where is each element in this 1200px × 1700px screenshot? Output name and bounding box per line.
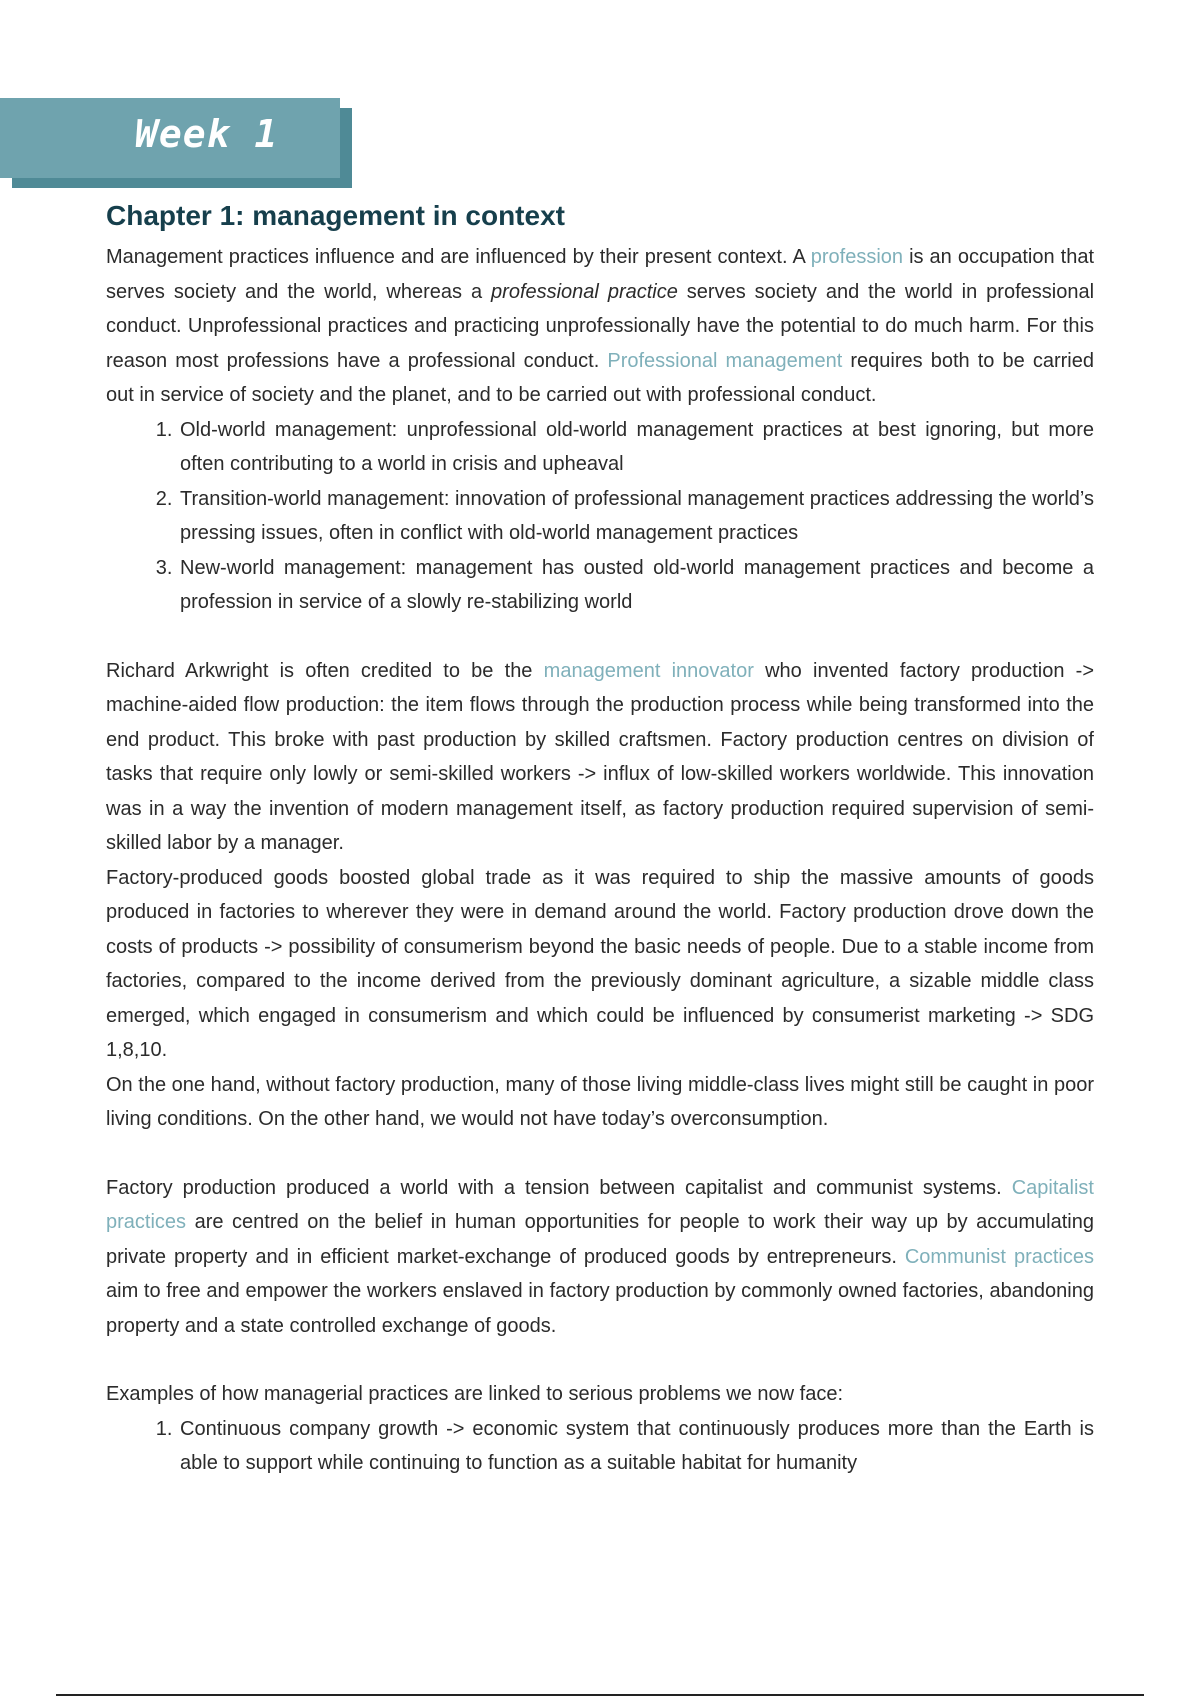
link-profession[interactable]: profession <box>810 246 904 268</box>
week-label: Week 1 <box>135 112 279 156</box>
text-segment: serves society and the world in professional conduct. Unprofessional practices and practicing unprofessionally have the potential to do much harm. For this reason most professions have a professional conduct. <box>106 280 1095 372</box>
list-item: 2. Transition-world management: innovation of professional management practices addressing the world’s pressing issues, often in conflict with old-world management practices <box>178 482 1094 551</box>
week-banner <box>0 98 340 178</box>
list-item: 1. Old-world management: unprofessional old-world management practices at best ignoring, but more often contributing to a world in crisis and upheaval <box>178 413 1094 482</box>
paragraph-gap <box>106 1137 1094 1171</box>
chapter-title: Chapter 1: management in context <box>106 200 565 231</box>
paragraph-capitalism-communism <box>106 1171 1094 1344</box>
link-communist-practices[interactable]: Communist practices <box>904 1245 1094 1268</box>
emphasis-professional-practice: professional practice <box>491 280 678 303</box>
text-segment: Management practices influence and are influenced by their present context. A <box>106 246 811 268</box>
paragraph-intro <box>106 240 1094 413</box>
examples-list <box>106 1412 1094 1481</box>
text-segment: is an occupation that serves society and the world, whereas a <box>106 246 1094 303</box>
link-management-innovator[interactable]: management innovator <box>543 659 754 682</box>
paragraph-gap <box>106 1343 1094 1377</box>
list-item: 3. New-world management: management has ousted old-world management practices and become a profession in service of a slowly re-stabilizing world <box>178 551 1094 620</box>
link-professional-management[interactable]: Professional management <box>607 349 843 372</box>
document-body <box>106 240 1094 1481</box>
paragraph-gap <box>106 620 1094 654</box>
text-segment: who invented factory production -> machine-aided flow production: the item flows through the production process while being transformed into the end product. This broke with past production by skilled craftsmen. Factory production centres on division of tasks that require only lowly or semi-skilled workers -> influx of low-skilled workers worldwide. This innovation was in a way the invention of modern management itself, as factory production required supervision of semi-skilled labor by a manager. <box>106 659 1095 854</box>
link-capitalist-practices[interactable]: Capitalist practices <box>106 1176 1094 1233</box>
management-worlds-list <box>106 413 1094 620</box>
paragraph-arkwright <box>106 654 1094 861</box>
paragraph-global-trade: Factory-produced goods boosted global trade as it was required to ship the massive amounts of goods produced in factories to wherever they were in demand around the world. Factory production drove down the costs of products -> possibility of consumerism beyond the basic needs of people. Due to a stable income from factories, compared to the income derived from the previously dominant agriculture, a sizable middle class emerged, which engaged in consumerism and which could be influenced by consumerist marketing -> SDG 1,8,10. <box>106 866 1094 1061</box>
paragraph-examples-intro: Examples of how managerial practices are linked to serious problems we now face: <box>106 1383 844 1405</box>
text-segment: Factory production produced a world with a tension between capitalist and communist systems. <box>106 1176 1012 1199</box>
text-segment: aim to free and empower the workers enslaved in factory production by commonly owned factories, abandoning property and a state controlled exchange of goods. <box>106 1280 1094 1337</box>
footer-divider <box>56 1694 1144 1696</box>
text-segment: requires both to be carried out in service of society and the planet, and to be carried out with professional conduct. <box>106 349 1094 406</box>
text-segment: Richard Arkwright is often credited to be the <box>106 659 544 682</box>
list-item: 1. Continuous company growth -> economic system that continuously produces more than the Earth is able to support while continuing to function as a suitable habitat for humanity <box>178 1412 1094 1481</box>
paragraph-middle-class: On the one hand, without factory production, many of those living middle-class lives might still be caught in poor living conditions. On the other hand, we would not have today’s overconsumption. <box>106 1073 1094 1130</box>
text-segment: are centred on the belief in human opportunities for people to work their way up by accumulating private property and in efficient market-exchange of produced goods by entrepreneurs. <box>106 1211 1094 1268</box>
